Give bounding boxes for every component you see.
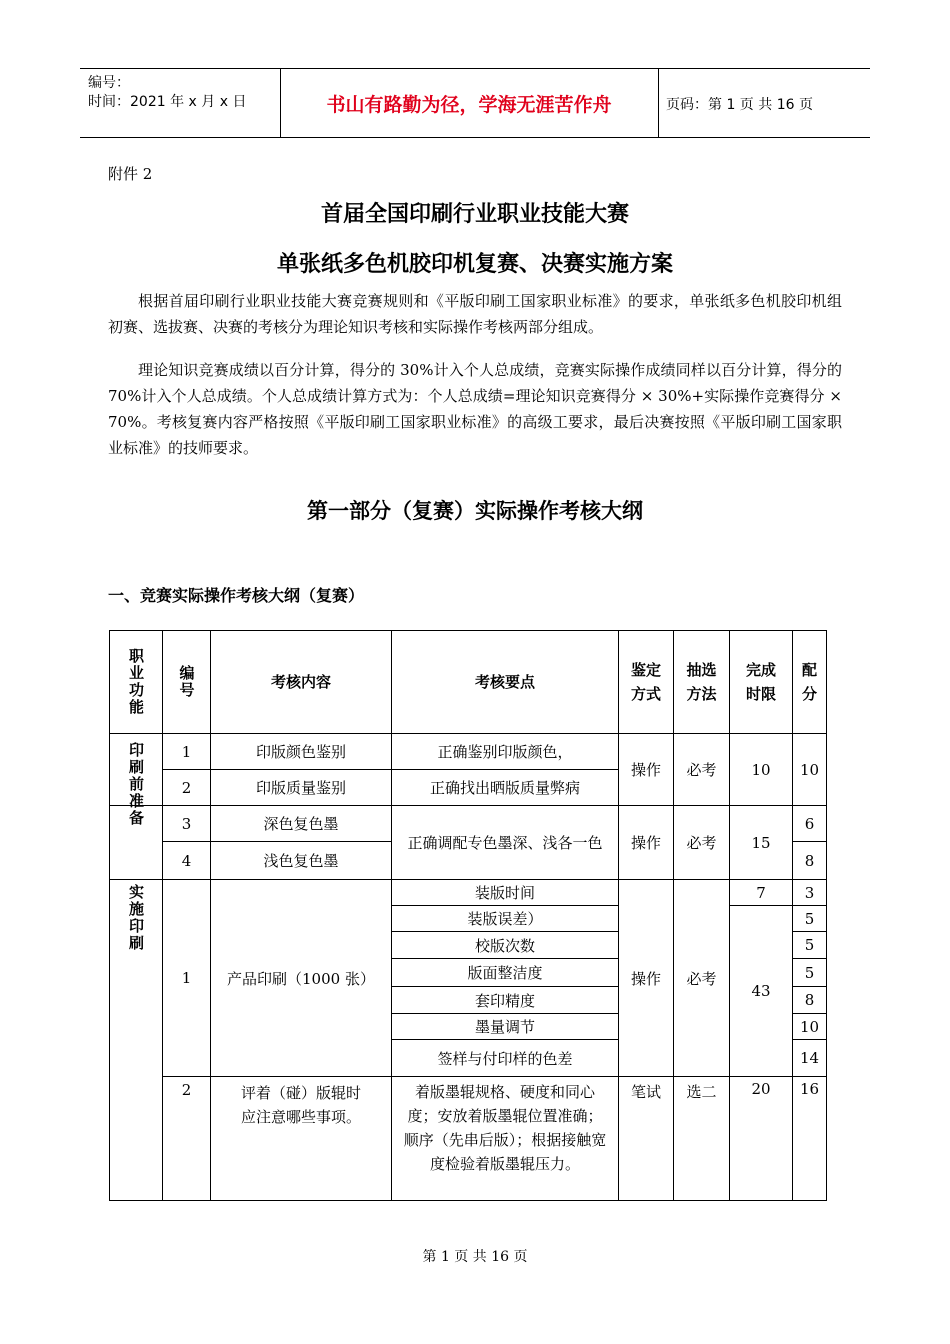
attachment-label: 附件 2: [108, 165, 153, 183]
row-number: 2: [181, 1081, 192, 1099]
time-label: 时间：2021 年 x 月 x 日: [88, 94, 247, 110]
sub-point: 套印精度: [474, 991, 535, 1010]
sub-point: 校版次数: [474, 936, 535, 955]
sub-point: 墨量调节: [474, 1018, 535, 1036]
score-cell: 5: [804, 909, 815, 928]
header-method: 鉴定方式: [630, 661, 661, 703]
scoring-paragraph: 理论知识竞赛成绩以百分计算，得分的 30%计入个人总成绩，竞赛实际操作成绩同样以百分计算，得分的 70%计入个人总成绩。个人总成绩计算方式为：个人总成绩=理论知识竞赛得分 × 30%+实际操作竞赛得分 × 70%。考核复赛内容严格按照《平版印刷工国家职业标准》的高级工要求，最后决赛按照《平版印刷工国家职业标准》的技师要求。: [108, 361, 842, 457]
selection-cell: 必考: [686, 834, 717, 852]
score-cell: 10: [799, 760, 820, 779]
time-cell: 43: [751, 982, 771, 1000]
row-content: 印版颜色鉴别: [255, 743, 346, 761]
row-content: 印版质量鉴别: [255, 779, 346, 797]
score-cell: 16: [799, 1080, 820, 1098]
assessment-table: [109, 630, 827, 1201]
sub-point: 装版误差）: [467, 910, 543, 928]
time-cell: 20: [751, 1080, 771, 1098]
row-number: 3: [181, 814, 192, 833]
row-content: 产品印刷（1000 张）: [227, 969, 375, 988]
row-number: 1: [181, 742, 192, 761]
number-label: 编号：: [88, 75, 130, 91]
row-number: 1: [181, 969, 192, 987]
header-selection: 抽选方法: [686, 661, 717, 703]
score-cell: 3: [804, 883, 815, 902]
document-title: 首届全国印刷行业职业技能大赛: [320, 202, 629, 227]
score-cell: 5: [804, 963, 815, 982]
page-footer: 第 1 页 共 16 页: [422, 1249, 528, 1265]
method-cell: 笔试: [630, 1083, 661, 1101]
score-cell: 10: [799, 1017, 820, 1036]
function-prepress: 印刷前准备: [127, 742, 145, 827]
selection-cell: 选二: [686, 1083, 717, 1101]
method-cell: 操作: [630, 969, 661, 988]
header-time: 完成时限: [745, 661, 776, 703]
score-cell: 8: [804, 851, 815, 870]
page-header: [80, 68, 870, 138]
header-page-info: 页码：第 1 页 共 16 页: [666, 97, 813, 113]
function-printing: 实施印刷: [127, 884, 145, 952]
row-point: 正确调配专色墨深、浅各一色: [407, 833, 603, 852]
header-points: 考核要点: [474, 673, 535, 691]
sub-point: 签样与付印样的色差: [437, 1049, 573, 1068]
header-score: 配分: [801, 661, 817, 703]
sub-point: 装版时间: [474, 884, 535, 902]
row-content: 浅色复色墨: [263, 852, 339, 870]
subsection-title: 一、竞赛实际操作考核大纲（复赛）: [108, 586, 365, 605]
row-content: 深色复色墨: [263, 815, 339, 833]
header-meta: [80, 69, 281, 137]
row-number: 2: [181, 778, 192, 797]
method-cell: 操作: [630, 834, 661, 852]
row-number: 4: [181, 851, 192, 870]
time-cell: 15: [751, 833, 771, 852]
selection-cell: 必考: [686, 969, 717, 988]
row-point: 正确找出晒版质量弊病: [429, 779, 580, 797]
score-cell: 5: [804, 936, 815, 954]
method-cell: 操作: [630, 761, 661, 779]
header-content: 考核内容: [270, 673, 331, 691]
score-cell: 6: [804, 814, 815, 833]
row-point: 着版墨辊规格、硬度和同心度；安放着版墨辊位置准确；顺序（先串后版）；根据接触宽度检验着版墨辊压力。: [403, 1083, 607, 1173]
document-subtitle: 单张纸多色机胶印机复赛、决赛实施方案: [276, 252, 673, 277]
time-cell: 10: [751, 760, 771, 779]
time-cell: 7: [756, 883, 766, 902]
selection-cell: 必考: [686, 761, 717, 779]
score-cell: 8: [804, 991, 815, 1009]
header-function: 职业功能: [127, 648, 145, 716]
row-content: 评着（碰）版辊时应注意哪些事项。: [240, 1084, 361, 1126]
section-title: 第一部分（复赛）实际操作考核大纲: [307, 499, 643, 523]
row-point: 正确鉴别印版颜色，: [437, 743, 573, 761]
header-number: 编号: [177, 665, 196, 699]
header-slogan: 书山有路勤为径，学海无涯苦作舟: [280, 69, 659, 137]
score-cell: 14: [799, 1049, 820, 1067]
intro-paragraph: 根据首届印刷行业职业技能大赛竞赛规则和《平版印刷工国家职业标准》的要求，单张纸多色机胶印机组初赛、选拔赛、决赛的考核分为理论知识考核和实际操作考核两部分组成。: [108, 292, 842, 336]
sub-point: 版面整洁度: [467, 964, 543, 982]
